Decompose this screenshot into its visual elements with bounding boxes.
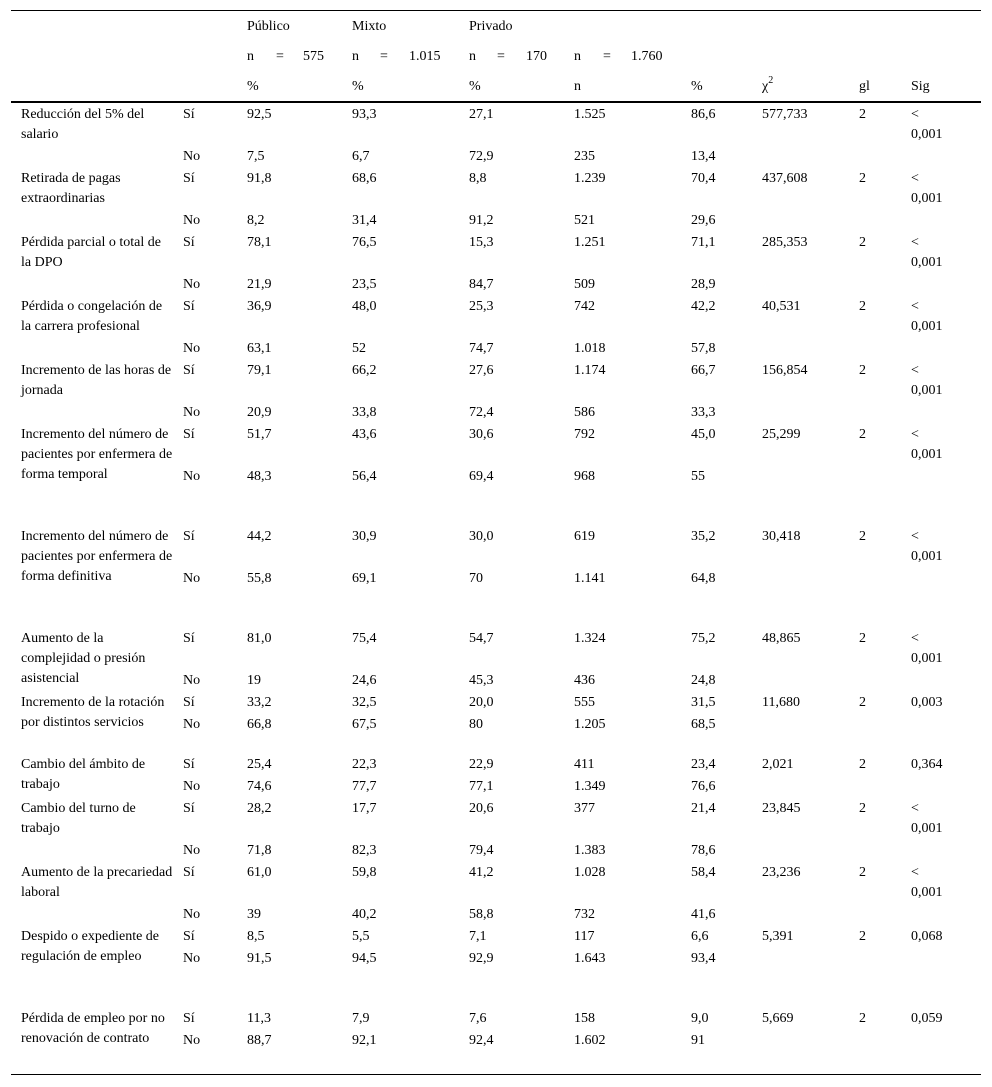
- cell-gl: 2: [859, 235, 866, 250]
- cell-no: 94,5: [352, 951, 377, 966]
- cell-no: 93,4: [691, 951, 716, 966]
- header-group-publico: Público: [247, 19, 290, 34]
- cell-no: 6,7: [352, 149, 370, 164]
- cell-si: Sí: [183, 171, 195, 186]
- cell-chi-square: 5,669: [762, 1011, 794, 1026]
- n-equals: =: [380, 49, 388, 64]
- cell-gl: 2: [859, 801, 866, 816]
- cell-no: 92,1: [352, 1033, 377, 1048]
- cell-no: 72,9: [469, 149, 494, 164]
- cell-no: 39: [247, 907, 261, 922]
- cell-no: 91,2: [469, 213, 494, 228]
- cell-no: 74,7: [469, 341, 494, 356]
- cell-no: 33,3: [691, 405, 716, 420]
- chi-exponent: 2: [768, 75, 774, 86]
- cell-no: No: [183, 951, 201, 966]
- cell-no: 20,9: [247, 405, 272, 420]
- cell-si: 11,3: [247, 1011, 271, 1026]
- cell-no: No: [183, 571, 201, 586]
- n-equals: =: [276, 49, 284, 64]
- cell-si: Sí: [183, 529, 195, 544]
- cell-si: 81,0: [247, 631, 272, 646]
- cell-si: 23,4: [691, 757, 716, 772]
- row-label: Aumento de la complejidad o presión asistencial: [21, 631, 146, 686]
- cell-no: 586: [574, 405, 595, 420]
- cell-gl: 2: [859, 299, 866, 314]
- cell-si: Sí: [183, 631, 195, 646]
- cell-si: 33,2: [247, 695, 272, 710]
- cell-no: No: [183, 277, 201, 292]
- n-label: n: [574, 49, 581, 64]
- header-gl: gl: [859, 79, 870, 94]
- cell-si: 93,3: [352, 107, 377, 122]
- cell-no: No: [183, 779, 201, 794]
- cell-sig: 0,001: [911, 447, 943, 462]
- cell-si: Sí: [183, 865, 195, 880]
- cell-no: 78,6: [691, 843, 716, 858]
- cell-no: 31,4: [352, 213, 377, 228]
- cell-si: 792: [574, 427, 595, 442]
- header-chi-square: [762, 77, 773, 97]
- cell-no: 1.141: [574, 571, 606, 586]
- cell-no: 77,1: [469, 779, 494, 794]
- cell-no: 84,7: [469, 277, 494, 292]
- cell-si: 45,0: [691, 427, 716, 442]
- cell-no: 21,9: [247, 277, 272, 292]
- row-label: Retirada de pagas extraordinarias: [21, 171, 121, 206]
- n-label: n: [469, 49, 476, 64]
- cell-si: 31,5: [691, 695, 716, 710]
- cell-sig: <: [911, 363, 919, 378]
- cell-no: 8,2: [247, 213, 265, 228]
- cell-si: 48,0: [352, 299, 377, 314]
- cell-chi-square: 48,865: [762, 631, 801, 646]
- cell-no: 40,2: [352, 907, 377, 922]
- cell-no: 91,5: [247, 951, 272, 966]
- cell-no: 58,8: [469, 907, 494, 922]
- row-label: Incremento del número de pacientes por enfermera de forma definitiva: [21, 529, 173, 584]
- cell-si: Sí: [183, 107, 195, 122]
- cell-gl: 2: [859, 865, 866, 880]
- cell-sig: <: [911, 801, 919, 816]
- cell-si: 22,9: [469, 757, 494, 772]
- cell-no: 68,5: [691, 717, 716, 732]
- cell-no: 968: [574, 469, 595, 484]
- cell-si: 36,9: [247, 299, 272, 314]
- cell-si: 619: [574, 529, 595, 544]
- cell-si: 30,9: [352, 529, 377, 544]
- cell-si: 78,1: [247, 235, 272, 250]
- row-label: Despido o expediente de regulación de empleo: [21, 929, 160, 964]
- header-unit-mixto: %: [352, 79, 364, 94]
- cell-sig: 0,001: [911, 319, 943, 334]
- cell-sig: <: [911, 299, 919, 314]
- cell-chi-square: 437,608: [762, 171, 808, 186]
- cell-no: 509: [574, 277, 595, 292]
- header-unit-publico: %: [247, 79, 259, 94]
- cell-si: 7,9: [352, 1011, 370, 1026]
- cell-no: 7,5: [247, 149, 265, 164]
- cell-si: 91,8: [247, 171, 272, 186]
- cell-si: 22,3: [352, 757, 377, 772]
- cell-no: 1.383: [574, 843, 606, 858]
- cell-no: 79,4: [469, 843, 494, 858]
- row-label: Incremento de la rotación por distintos servicios: [21, 695, 165, 730]
- cell-si: 7,1: [469, 929, 487, 944]
- cell-sig: <: [911, 865, 919, 880]
- header-group-mixto: Mixto: [352, 19, 387, 34]
- cell-si: 20,0: [469, 695, 494, 710]
- cell-si: 71,1: [691, 235, 716, 250]
- cell-chi-square: 30,418: [762, 529, 801, 544]
- cell-si: 158: [574, 1011, 595, 1026]
- cell-si: Sí: [183, 757, 195, 772]
- cell-no: 45,3: [469, 673, 494, 688]
- cell-no: 69,1: [352, 571, 377, 586]
- cell-si: 86,6: [691, 107, 716, 122]
- cell-chi-square: 5,391: [762, 929, 794, 944]
- cell-no: 19: [247, 673, 261, 688]
- cell-sig: 0,001: [911, 191, 943, 206]
- cell-si: 44,2: [247, 529, 272, 544]
- cell-no: 24,8: [691, 673, 716, 688]
- cell-si: 68,6: [352, 171, 377, 186]
- cell-si: 35,2: [691, 529, 716, 544]
- cell-si: 66,7: [691, 363, 716, 378]
- cell-sig: 0,059: [911, 1011, 943, 1026]
- cell-no: 74,6: [247, 779, 272, 794]
- cell-no: 76,6: [691, 779, 716, 794]
- cell-no: 55: [691, 469, 705, 484]
- cell-si: 32,5: [352, 695, 377, 710]
- cell-si: 79,1: [247, 363, 272, 378]
- cell-no: 82,3: [352, 843, 377, 858]
- cell-si: Sí: [183, 929, 195, 944]
- cell-chi-square: 11,680: [762, 695, 800, 710]
- cell-sig: <: [911, 631, 919, 646]
- cell-no: No: [183, 405, 201, 420]
- cell-chi-square: 577,733: [762, 107, 808, 122]
- n-label: n: [247, 49, 254, 64]
- n-label: n: [352, 49, 359, 64]
- cell-si: 25,4: [247, 757, 272, 772]
- cell-gl: 2: [859, 107, 866, 122]
- cell-si: 1.324: [574, 631, 606, 646]
- cell-sig: 0,001: [911, 255, 943, 270]
- cell-si: 41,2: [469, 865, 494, 880]
- cell-no: 33,8: [352, 405, 377, 420]
- cell-si: 30,6: [469, 427, 494, 442]
- cell-si: 1.174: [574, 363, 606, 378]
- cell-no: No: [183, 149, 201, 164]
- header-unit-total-n: n: [574, 79, 581, 94]
- cell-no: No: [183, 1033, 201, 1048]
- cell-no: 1.602: [574, 1033, 606, 1048]
- cell-no: 13,4: [691, 149, 716, 164]
- cell-no: 732: [574, 907, 595, 922]
- cell-no: 1.018: [574, 341, 606, 356]
- cell-sig: 0,001: [911, 383, 943, 398]
- cell-si: 61,0: [247, 865, 272, 880]
- cell-no: 91: [691, 1033, 705, 1048]
- cell-sig: 0,001: [911, 651, 943, 666]
- cell-no: 29,6: [691, 213, 716, 228]
- cell-si: Sí: [183, 801, 195, 816]
- header-group-privado: Privado: [469, 19, 513, 34]
- cell-no: 1.643: [574, 951, 606, 966]
- cell-sig: <: [911, 427, 919, 442]
- cell-si: 377: [574, 801, 595, 816]
- row-label: Pérdida o congelación de la carrera profesional: [21, 299, 163, 334]
- cell-no: 67,5: [352, 717, 377, 732]
- cell-si: 411: [574, 757, 595, 772]
- cell-gl: 2: [859, 171, 866, 186]
- cell-no: 69,4: [469, 469, 494, 484]
- cell-no: No: [183, 843, 201, 858]
- cell-si: 70,4: [691, 171, 716, 186]
- cell-no: 48,3: [247, 469, 272, 484]
- cell-gl: 2: [859, 427, 866, 442]
- cell-no: No: [183, 213, 201, 228]
- cell-no: 92,9: [469, 951, 494, 966]
- cell-no: 24,6: [352, 673, 377, 688]
- cell-no: 23,5: [352, 277, 377, 292]
- row-label: Incremento del número de pacientes por enfermera de forma temporal: [21, 427, 173, 482]
- cell-si: 20,6: [469, 801, 494, 816]
- cell-chi-square: 23,845: [762, 801, 801, 816]
- n-value: 1.015: [409, 49, 441, 64]
- header-bottom-rule: [11, 101, 981, 103]
- row-label: Incremento de las horas de jornada: [21, 363, 172, 398]
- cell-no: 521: [574, 213, 595, 228]
- cell-sig: 0,364: [911, 757, 943, 772]
- cell-si: Sí: [183, 235, 195, 250]
- cell-no: No: [183, 907, 201, 922]
- cell-sig: 0,001: [911, 127, 943, 142]
- cell-si: 76,5: [352, 235, 377, 250]
- cell-si: 28,2: [247, 801, 272, 816]
- cell-si: 59,8: [352, 865, 377, 880]
- cell-si: 1.525: [574, 107, 606, 122]
- cell-si: 15,3: [469, 235, 494, 250]
- row-label: Pérdida parcial o total de la DPO: [21, 235, 161, 270]
- cell-gl: 2: [859, 529, 866, 544]
- cell-no: 56,4: [352, 469, 377, 484]
- chi-symbol: χ: [762, 79, 769, 94]
- row-label: Reducción del 5% del salario: [21, 107, 145, 142]
- header-sig: Sig: [911, 79, 930, 94]
- cell-si: 54,7: [469, 631, 494, 646]
- cell-si: 742: [574, 299, 595, 314]
- cell-no: No: [183, 469, 201, 484]
- cell-no: 1.205: [574, 717, 606, 732]
- cell-si: 117: [574, 929, 595, 944]
- cell-si: 21,4: [691, 801, 716, 816]
- cell-si: 7,6: [469, 1011, 487, 1026]
- cell-si: 555: [574, 695, 595, 710]
- cell-si: 25,3: [469, 299, 494, 314]
- cell-no: No: [183, 341, 201, 356]
- n-equals: =: [603, 49, 611, 64]
- cell-si: 6,6: [691, 929, 709, 944]
- cell-no: 235: [574, 149, 595, 164]
- n-value: 575: [303, 49, 324, 64]
- cell-si: 42,2: [691, 299, 716, 314]
- cell-gl: 2: [859, 1011, 866, 1026]
- cell-chi-square: 2,021: [762, 757, 794, 772]
- cell-si: 8,5: [247, 929, 265, 944]
- cell-sig: 0,068: [911, 929, 943, 944]
- cell-no: No: [183, 717, 201, 732]
- cell-chi-square: 23,236: [762, 865, 801, 880]
- cell-chi-square: 25,299: [762, 427, 801, 442]
- cell-no: 77,7: [352, 779, 377, 794]
- row-label: Aumento de la precariedad laboral: [21, 865, 173, 900]
- cell-si: 66,2: [352, 363, 377, 378]
- cell-chi-square: 156,854: [762, 363, 808, 378]
- cell-no: 28,9: [691, 277, 716, 292]
- n-value: 1.760: [631, 49, 663, 64]
- cell-no: No: [183, 673, 201, 688]
- cell-si: Sí: [183, 1011, 195, 1026]
- cell-si: 1.028: [574, 865, 606, 880]
- cell-si: 8,8: [469, 171, 487, 186]
- cell-si: 43,6: [352, 427, 377, 442]
- table-bottom-rule: [11, 1074, 981, 1075]
- header-unit-total-pct: %: [691, 79, 703, 94]
- cell-no: 80: [469, 717, 483, 732]
- cell-gl: 2: [859, 363, 866, 378]
- cell-gl: 2: [859, 757, 866, 772]
- cell-si: 17,7: [352, 801, 377, 816]
- cell-no: 436: [574, 673, 595, 688]
- cell-no: 55,8: [247, 571, 272, 586]
- cell-no: 57,8: [691, 341, 716, 356]
- cell-no: 70: [469, 571, 483, 586]
- cell-sig: 0,003: [911, 695, 943, 710]
- cell-si: 27,6: [469, 363, 494, 378]
- row-label: Pérdida de empleo por no renovación de contrato: [21, 1011, 165, 1046]
- cell-gl: 2: [859, 695, 866, 710]
- cell-no: 41,6: [691, 907, 716, 922]
- table-top-rule: [11, 10, 981, 11]
- cell-no: 71,8: [247, 843, 272, 858]
- cell-si: 92,5: [247, 107, 272, 122]
- cell-si: 75,2: [691, 631, 716, 646]
- cell-no: 88,7: [247, 1033, 272, 1048]
- cell-no: 63,1: [247, 341, 272, 356]
- cell-sig: <: [911, 171, 919, 186]
- cell-si: Sí: [183, 363, 195, 378]
- cell-no: 64,8: [691, 571, 716, 586]
- cell-chi-square: 40,531: [762, 299, 801, 314]
- cell-si: 58,4: [691, 865, 716, 880]
- cell-sig: 0,001: [911, 821, 943, 836]
- cell-si: Sí: [183, 427, 195, 442]
- cell-no: 92,4: [469, 1033, 494, 1048]
- cell-no: 72,4: [469, 405, 494, 420]
- cell-si: 1.251: [574, 235, 606, 250]
- cell-si: Sí: [183, 695, 195, 710]
- cell-sig: <: [911, 235, 919, 250]
- cell-gl: 2: [859, 631, 866, 646]
- cell-si: 1.239: [574, 171, 606, 186]
- n-equals: =: [497, 49, 505, 64]
- header-unit-privado: %: [469, 79, 481, 94]
- cell-si: 9,0: [691, 1011, 709, 1026]
- n-value: 170: [526, 49, 547, 64]
- cell-sig: <: [911, 107, 919, 122]
- cell-si: Sí: [183, 299, 195, 314]
- row-label: Cambio del turno de trabajo: [21, 801, 136, 836]
- cell-si: 5,5: [352, 929, 370, 944]
- cell-si: 75,4: [352, 631, 377, 646]
- cell-sig: 0,001: [911, 885, 943, 900]
- cell-sig: 0,001: [911, 549, 943, 564]
- cell-no: 52: [352, 341, 366, 356]
- cell-no: 1.349: [574, 779, 606, 794]
- cell-no: 66,8: [247, 717, 272, 732]
- cell-chi-square: 285,353: [762, 235, 808, 250]
- cell-gl: 2: [859, 929, 866, 944]
- cell-si: 30,0: [469, 529, 494, 544]
- cell-si: 51,7: [247, 427, 272, 442]
- cell-sig: <: [911, 529, 919, 544]
- cell-si: 27,1: [469, 107, 494, 122]
- row-label: Cambio del ámbito de trabajo: [21, 757, 146, 792]
